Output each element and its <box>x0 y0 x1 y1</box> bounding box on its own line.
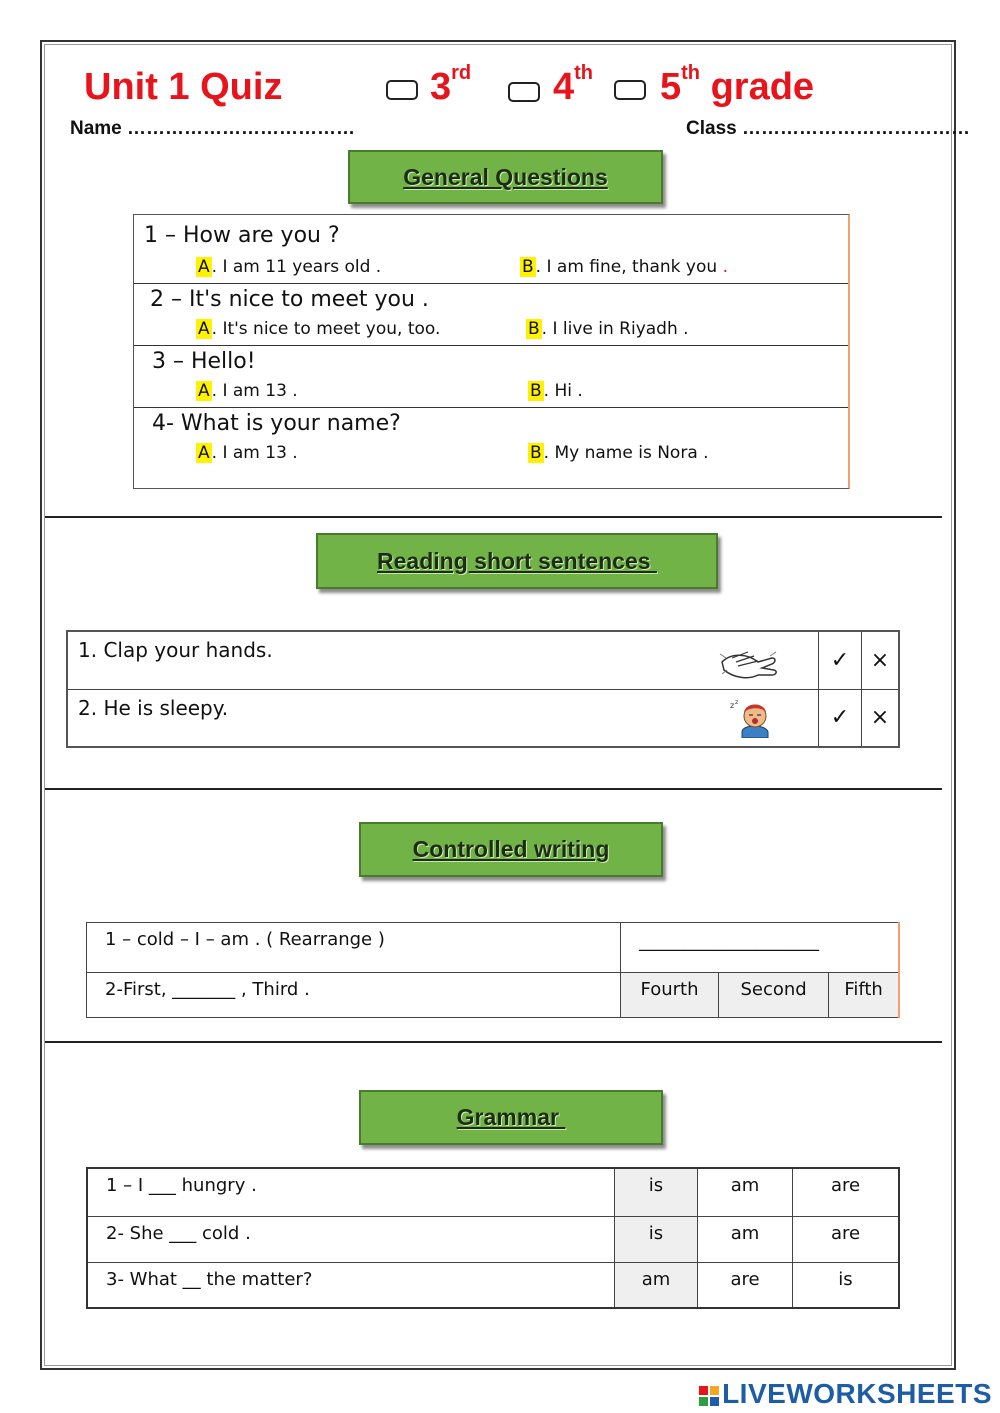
option-b[interactable]: B . I live in Riyadh . <box>528 319 689 339</box>
controlled-writing-banner: Controlled writing <box>359 822 663 877</box>
grammar-choice[interactable]: am <box>615 1262 698 1308</box>
option-a[interactable]: A . I am 13 . <box>198 443 298 463</box>
option-b[interactable]: B . Hi . <box>530 381 583 401</box>
question-row <box>134 283 848 346</box>
question-text: 1 – How are you ? <box>144 223 340 248</box>
grade-4-label: 4th <box>553 62 594 108</box>
grade-5-checkbox[interactable] <box>614 80 646 100</box>
svg-text:z: z <box>730 700 735 710</box>
rearrange-prompt: 1 – cold – I – am . ( Rearrange ) <box>87 923 621 973</box>
grammar-choice[interactable]: am <box>698 1216 793 1262</box>
grade-5-label: 5th grade <box>660 62 815 108</box>
grammar-sentence: 2- She ___ cold . <box>87 1216 615 1262</box>
svg-text:z: z <box>735 698 739 706</box>
grammar-row <box>87 1168 899 1216</box>
grammar-row <box>87 1216 899 1262</box>
writing-row <box>87 973 900 1018</box>
grade-3-label: 3rd <box>430 62 472 108</box>
liveworksheets-brand[interactable] <box>698 1378 992 1410</box>
grammar-choice[interactable]: is <box>793 1262 900 1308</box>
reading-sentence: 2. He is sleepy. <box>78 695 229 720</box>
true-checkmark[interactable]: ✓ <box>819 631 862 689</box>
name-field[interactable]: Name ……………………………… <box>70 118 356 139</box>
false-cross[interactable]: × <box>862 689 900 747</box>
option-b[interactable]: B . My name is Nora . <box>530 443 709 463</box>
option-a[interactable]: A . It's nice to meet you, too. <box>198 319 441 339</box>
grade-4-checkbox[interactable] <box>508 82 540 102</box>
class-field[interactable]: Class ……………………………… <box>686 118 970 139</box>
general-questions-banner: General Questions <box>348 150 663 204</box>
general-questions-box <box>133 214 850 489</box>
clapping-hands-icon <box>718 648 780 682</box>
liveworksheets-logo-icon <box>698 1385 720 1407</box>
question-row <box>134 407 848 488</box>
grammar-table <box>86 1167 900 1309</box>
section-divider <box>45 516 942 518</box>
reading-banner: Reading short sentences <box>316 533 718 589</box>
brand-text: LIVEWORKSHEETS <box>722 1378 992 1409</box>
question-row <box>134 345 848 408</box>
reading-sentence-cell <box>67 631 819 689</box>
section-divider <box>45 788 942 790</box>
grammar-choice[interactable]: is <box>615 1168 698 1216</box>
grammar-sentence: 1 – I ___ hungry . <box>87 1168 615 1216</box>
section-divider <box>45 1041 942 1043</box>
rearrange-answer-line[interactable]: ____________________ <box>621 923 900 973</box>
grammar-choice[interactable]: are <box>793 1216 900 1262</box>
question-row <box>134 215 848 284</box>
choice-fifth[interactable]: Fifth <box>829 973 899 1018</box>
sleepy-boy-icon <box>728 698 780 738</box>
reading-sentence: 1. Clap your hands. <box>78 638 273 662</box>
sequence-prompt: 2-First, _______ , Third . <box>87 973 621 1018</box>
reading-table <box>66 630 900 748</box>
false-cross[interactable]: × <box>862 631 900 689</box>
grammar-sentence: 3- What __ the matter? <box>87 1262 615 1308</box>
choice-fourth[interactable]: Fourth <box>621 973 719 1018</box>
writing-table <box>86 922 900 1018</box>
option-b[interactable]: B . I am fine, thank you . <box>522 257 728 277</box>
writing-row <box>87 923 900 973</box>
reading-row <box>67 689 899 747</box>
option-a[interactable]: A . I am 13 . <box>198 381 298 401</box>
grammar-choice[interactable]: are <box>793 1168 900 1216</box>
grammar-choice[interactable]: is <box>615 1216 698 1262</box>
grade-3-checkbox[interactable] <box>386 80 418 100</box>
option-a[interactable]: A . I am 11 years old . <box>198 257 382 277</box>
question-text: 2 – It's nice to meet you . <box>150 287 429 312</box>
grammar-row <box>87 1262 899 1308</box>
grammar-choice[interactable]: are <box>698 1262 793 1308</box>
true-checkmark[interactable]: ✓ <box>819 689 862 747</box>
grammar-choice[interactable]: am <box>698 1168 793 1216</box>
reading-row <box>67 631 899 689</box>
question-text: 3 – Hello! <box>152 349 256 374</box>
reading-sentence-cell <box>67 689 819 747</box>
grammar-banner: Grammar <box>359 1090 663 1145</box>
choice-second[interactable]: Second <box>719 973 829 1018</box>
question-text: 4- What is your name? <box>152 411 401 436</box>
quiz-title: Unit 1 Quiz <box>84 66 283 108</box>
